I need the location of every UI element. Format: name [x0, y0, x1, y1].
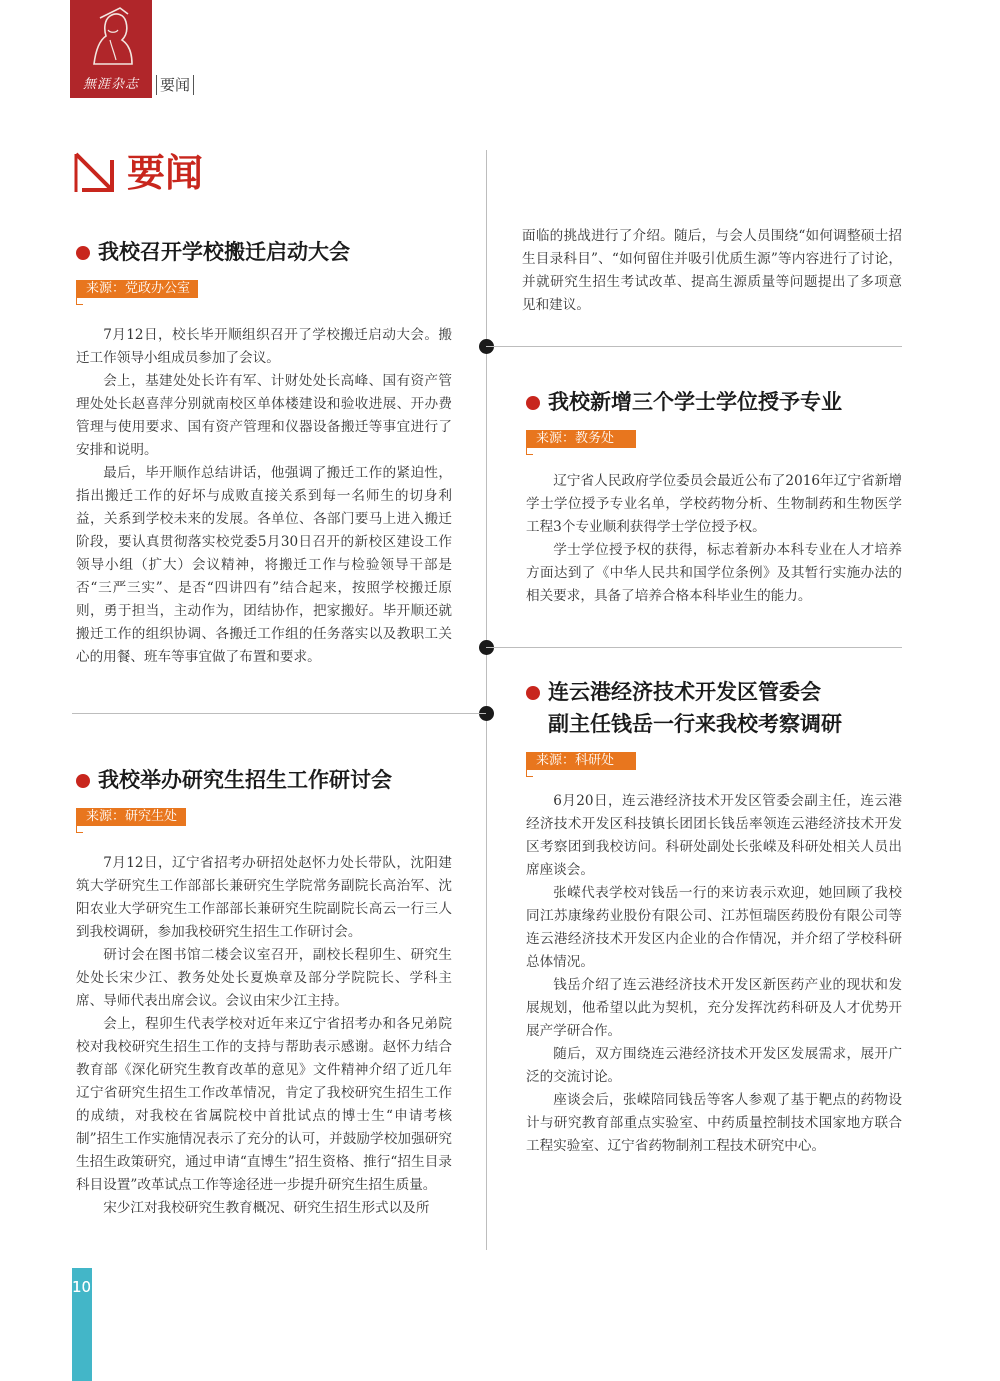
paragraph: 会上，程卯生代表学校对近年来辽宁省招考办和各兄弟院校对我校研究生招生工作的支持与帮助表示感谢。赵怀力结合教育部《深化研究生教育改革的意见》文件精神介绍了近几年辽宁省研究生招生工作改革情况，肯定了我校研究生招生工作的成绩，对我校在省属院校中首批试点的博士生“申请考核制”招生工作实施情况表示了充分的认可，并鼓励学校加强研究生招生政策研究，通过申请“直博生”招生资格、推行“招生目录科目设置”改革试点工作等途径进一步提升研究生招生质量。: [76, 1016, 452, 1193]
article-source-tag: 来源：党政办公室: [76, 280, 198, 298]
article-body: [76, 324, 452, 669]
article-title-line: 我校新增三个学士学位授予专业: [548, 390, 842, 414]
paragraph: 宋少江对我校研究生教育概况、研究生招生形式以及所: [103, 1200, 430, 1216]
paragraph: 研讨会在图书馆二楼会议室召开，副校长程卯生、研究生处处长宋少江、教务处处长夏焕章及部分学院院长、学科主席、导师代表出席会议。会议由宋少江主持。: [76, 947, 452, 1009]
paragraph: 7月12日，校长毕开顺组织召开了学校搬迁启动大会。搬迁工作领导小组成员参加了会议。: [76, 327, 452, 366]
divider-line: [486, 647, 902, 648]
article-title-line: 我校召开学校搬迁启动大会: [98, 240, 350, 264]
paragraph: 张嵘代表学校对钱岳一行的来访表示欢迎，她回顾了我校同江苏康缘药业股份有限公司、江苏恒瑞医药股份有限公司等连云港经济技术开发区内企业的合作情况，并介绍了学校科研总体情况。: [526, 885, 902, 970]
page-number: 10: [72, 1278, 92, 1296]
bullet-icon: [526, 686, 540, 700]
section-title: 要闻: [127, 151, 204, 195]
paragraph: 钱岳介绍了连云港经济技术开发区新医药产业的现状和发展规划，他希望以此为契机，充分发挥沈药科研及人才优势开展产学研合作。: [526, 977, 902, 1039]
article-source-tag: 来源：教务处: [526, 430, 636, 448]
article-continuation: [522, 225, 902, 317]
article-source-tag: 来源：研究生处: [76, 808, 186, 826]
paragraph: 面临的挑战进行了介绍。随后，与会人员围绕“如何调整硕士招生目录科目”、“如何留住并吸引优质生源”等内容进行了讨论，并就研究生招生考试改革、提高生源质量等问题提出了多项意见和建议。: [522, 228, 902, 313]
article-graduate-admission-seminar: [76, 764, 452, 1220]
magazine-logo: [70, 0, 152, 98]
paragraph: 学士学位授予权的获得，标志着新办本科专业在人才培养方面达到了《中华人民共和国学位条例》及其暂行实施办法的相关要求，具备了培养合格本科毕业生的能力。: [526, 542, 902, 604]
article-body: [76, 852, 452, 1220]
paragraph: 座谈会后，张嵘陪同钱岳等客人参观了基于靶点的药物设计与研究教育部重点实验室、中药质量控制技术国家地方联合工程实验室、辽宁省药物制剂工程技术研究中心。: [526, 1092, 902, 1154]
column-divider: [486, 150, 487, 1250]
paragraph: 6月20日，连云港经济技术开发区管委会副主任，连云港经济技术开发区科技镇长团团长钱岳率领连云港经济技术开发区考察团到我校访问。科研处副处长张嵘及科研处相关人员出席座谈会。: [526, 793, 902, 878]
article-title: [76, 236, 452, 268]
header-section-tag: 要闻: [156, 75, 194, 95]
article-title: [526, 386, 902, 418]
article-new-degree-majors: [526, 386, 902, 608]
article-source-tag: 来源：科研处: [526, 752, 636, 770]
paragraph: 随后，双方围绕连云港经济技术开发区发展需求，展开广泛的交流讨论。: [526, 1046, 902, 1085]
article-title-line: 我校举办研究生招生工作研讨会: [98, 768, 392, 792]
article-lianyungang-visit: [526, 676, 902, 1158]
article-body: [526, 470, 902, 608]
divider-line: [72, 713, 486, 714]
paragraph: 会上，基建处处长许有军、计财处处长高峰、国有资产管理处处长赵喜萍分别就南校区单体楼建设和验收进展、开办费管理与使用要求、国有资产管理和仪器设备搬迁等事宜进行了安排和说明。: [76, 373, 452, 458]
bullet-icon: [76, 774, 90, 788]
article-relocation-meeting: [76, 236, 452, 669]
article-title: [526, 676, 902, 740]
paragraph: 最后，毕开顺作总结讲话，他强调了搬迁工作的紧迫性，指出搬迁工作的好坏与成败直接关系到每一名师生的切身利益，关系到学校未来的发展。各单位、各部门要马上进入搬迁阶段，要认真贯彻落实校党委5月30日召开的新校区建设工作领导小组（扩大）会议精神，将搬迁工作与检验领导干部是否“三严三实”、是否“四讲四有”结合起来，按照学校搬迁原则，勇于担当，主动作为，团结协作，把家搬好。毕开顺还就搬迁工作的组织协调、各搬迁工作组的任务落实以及教职工关心的用餐、班车等事宜做了布置和要求。: [76, 465, 452, 665]
divider-line: [486, 346, 902, 347]
article-title: [76, 764, 452, 796]
article-title-line: 副主任钱岳一行来我校考察调研: [548, 712, 842, 736]
paragraph: 7月12日，辽宁省招考办研招处赵怀力处长带队，沈阳建筑大学研究生工作部部长兼研究生学院常务副院长高治军、沈阳农业大学研究生工作部部长兼研究生院副院长高云一行三人到我校调研，参加我校研究生招生工作研讨会。: [76, 855, 452, 940]
bullet-icon: [76, 246, 90, 260]
article-body: [526, 790, 902, 1158]
arrow-down-right-icon: [72, 150, 118, 196]
paragraph: 辽宁省人民政府学位委员会最近公布了2016年辽宁省新增学士学位授予专业名单，学校药物分析、生物制药和生物医学工程3个专业顺利获得学士学位授予权。: [526, 473, 902, 535]
logo-text: 無涯杂志: [82, 77, 139, 92]
portrait-icon: [70, 0, 152, 70]
bullet-icon: [526, 396, 540, 410]
article-title-line: 连云港经济技术开发区管委会: [548, 680, 821, 704]
